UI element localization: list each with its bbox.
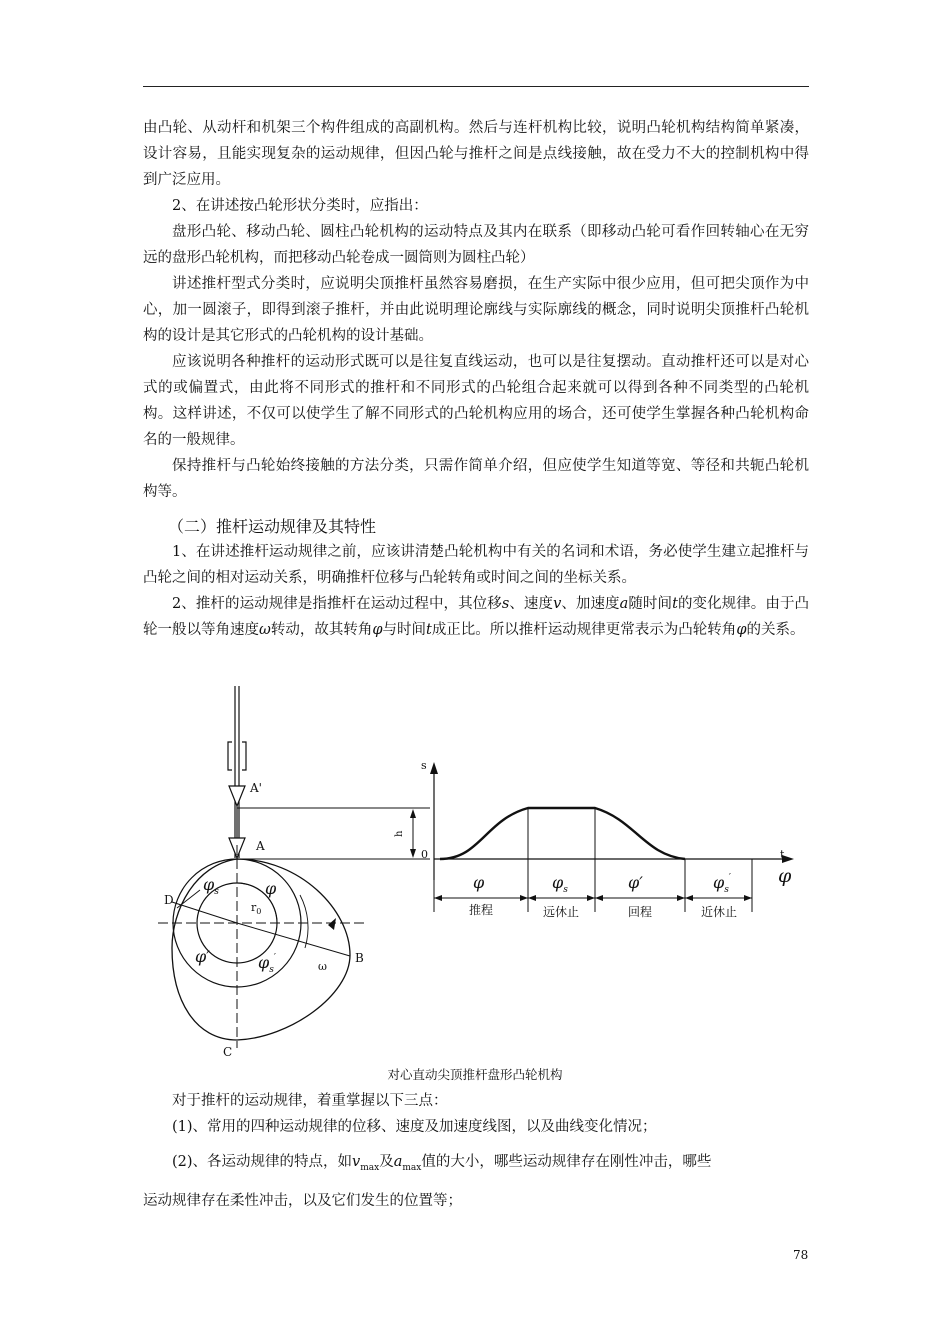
paragraph: 保持推杆与凸轮始终接触的方法分类，只需作简单介绍，但应使学生知道等宽、等径和共轭凸轮机构等。 [143,458,809,500]
label-d: D [164,893,174,907]
guide-bracket [242,742,246,770]
displacement-curve [440,808,685,859]
label-a: A [256,839,265,853]
key-points-section-3 [143,1188,809,1214]
cam-phi-s: φ [203,875,215,894]
text-run: 、加速度 [561,596,620,612]
text-run: 、速度 [509,596,554,612]
math-symbol: ω [259,622,271,638]
stage-return-label: 回程 [627,905,653,919]
text-run: 随时间 [628,596,673,612]
svg-text:φs [203,875,219,897]
cam-phi-s-prime: φ [258,953,270,972]
segment-phi-prime: φ′ [628,873,643,892]
motion-law-section [143,539,809,643]
math-symbol: v [352,1154,361,1170]
label-r0: r [251,901,257,914]
paragraph: 讲述推杆型式分类时，应说明尖顶推杆虽然容易磨损，在生产实际中很少应用，但可把尖顶作为中心，加一圆滚子，即得到滚子推杆，并由此说明理论廓线与实际廓线的概念，同时说明尖顶推杆凸轮机构的设计是其它形式的凸轮机构的设计基础。 [143,276,809,344]
text-run: 成正比。所以推杆运动规律更常表示为凸轮转角 [431,622,737,638]
figure-caption: 对心直动尖顶推杆盘形凸轮机构 [387,1067,563,1082]
cam-phi-s-prime-sub: s [269,965,274,975]
label-c: C [223,1045,233,1059]
text-run: 转动，故其转角 [270,622,373,638]
axis-phi-label: φ [778,865,792,887]
math-symbol: φ [736,622,747,638]
math-symbol: a [619,596,629,612]
axis-t-label: t [780,848,785,861]
key-points-section [143,1088,809,1140]
paragraph [143,591,809,643]
section-heading: （二）推杆运动规律及其特性 [168,517,377,536]
math-symbol: t [672,596,678,612]
page-number: 78 [793,1248,809,1262]
math-subscript: max [402,1162,422,1173]
label-r0-sub: 0 [256,907,262,916]
guide-bracket [228,742,232,770]
text-run: (2)、各运动规律的特点，如 [172,1154,353,1170]
text-run: 的变化规律。由于凸轮一般以等角速度 [143,596,810,638]
math-symbol: φ [372,622,383,638]
label-b: B [355,951,364,965]
label-omega: ω [318,960,327,973]
math-subscript: max [360,1162,380,1173]
h-arrow-up-icon [410,809,416,818]
s-axis-arrow-icon [430,762,438,774]
stage-push-label: 推程 [468,903,494,917]
h-arrow-down-icon [410,849,416,858]
segment-phi-s-prime-sub: s [724,885,729,895]
svg-text:φs′ [713,873,731,895]
text-run: 2、推杆的运动规律是指推杆在运动过程中，其位移 [172,596,502,612]
paragraph: 1、在讲述推杆运动规律之前，应该讲清楚凸轮机构中有关的名词和术语，务必使学生建立起推杆与凸轮之间的相对运动关系，明确推杆位移与凸轮转角或时间之间的坐标关系。 [143,544,809,586]
paragraph: 2、在讲述按凸轮形状分类时，应指出： [172,198,428,214]
cam-mechanism-figure [140,680,820,1065]
key-points-section-2 [143,1149,809,1181]
math-symbol: a [393,1154,403,1170]
math-symbol: t [425,622,432,638]
follower-tip-upper [229,786,245,806]
segment-phi: φ [473,873,485,892]
stage-far-dwell-label: 远休止 [542,905,580,919]
paragraph: 应该说明各种推杆的运动形式既可以是往复直线运动，也可以是往复摆动。直动推杆还可以是对心式的或偏置式，由此将不同形式的推杆和不同形式的凸轮组合起来就可以得到各种不同类型的凸轮机构。这样讲述，不仅可以使学生了解不同形式的凸轮机构应用的场合，还可使学生掌握各种凸轮机构命名的一般规律。 [143,354,809,448]
svg-text:φs [552,873,568,895]
paragraph: 对于推杆的运动规律，着重掌握以下三点： [172,1093,448,1109]
paragraph: 盘形凸轮、移动凸轮、圆柱凸轮机构的运动特点及其内在联系（即移动凸轮可看作回转轴心在无穷远的盘形凸轮机构，而把移动凸轮卷成一圆筒则为圆柱凸轮） [143,224,809,266]
paragraph: 由凸轮、从动杆和机架三个构件组成的高副机构。然后与连杆机构比较，说明凸轮机构结构简单紧凑，设计容易，且能实现复杂的运动规律，但因凸轮与推杆之间是点线接触，故在受力不大的控制机构中得到广泛应用。 [143,120,809,188]
paragraph: 运动规律存在柔性冲击，以及它们发生的位置等； [143,1193,462,1209]
axis-s-label: s [421,759,427,772]
text-run: 与时间 [382,622,426,638]
label-a-prime: A' [250,781,262,795]
h-label: h [394,830,405,837]
paragraph: (1)、常用的四种运动规律的位移、速度及加速度线图，以及曲线变化情况； [172,1119,657,1135]
text-run: 及 [379,1154,394,1170]
cam-phi: φ [265,879,277,898]
origin-label: 0 [421,848,428,861]
segment-phi-s: φ [552,873,564,892]
text-run: 的关系。 [746,622,805,638]
text-run: 值的大小，哪些运动规律存在刚性冲击，哪些 [421,1154,712,1170]
cam-phi-s-prime-sup: ′ [273,953,276,963]
svg-text:r0 [251,901,261,916]
segment-phi-s-sub: s [563,885,568,895]
radial-line-d [172,902,237,923]
segment-phi-s-prime: φ [713,873,725,892]
header-rule [143,86,809,87]
svg-text:φs′ [258,953,276,975]
intro-section [143,115,809,505]
math-symbol: v [553,596,562,612]
cam-phi-s-sub: s [214,887,219,897]
cam-phi-prime: φ′ [195,947,210,966]
math-symbol: s [501,596,510,612]
paragraph [143,1149,809,1181]
stage-near-dwell-label: 近休止 [700,905,738,919]
omega-arrow-icon [328,918,336,930]
segment-phi-s-prime-sup: ′ [728,873,731,883]
